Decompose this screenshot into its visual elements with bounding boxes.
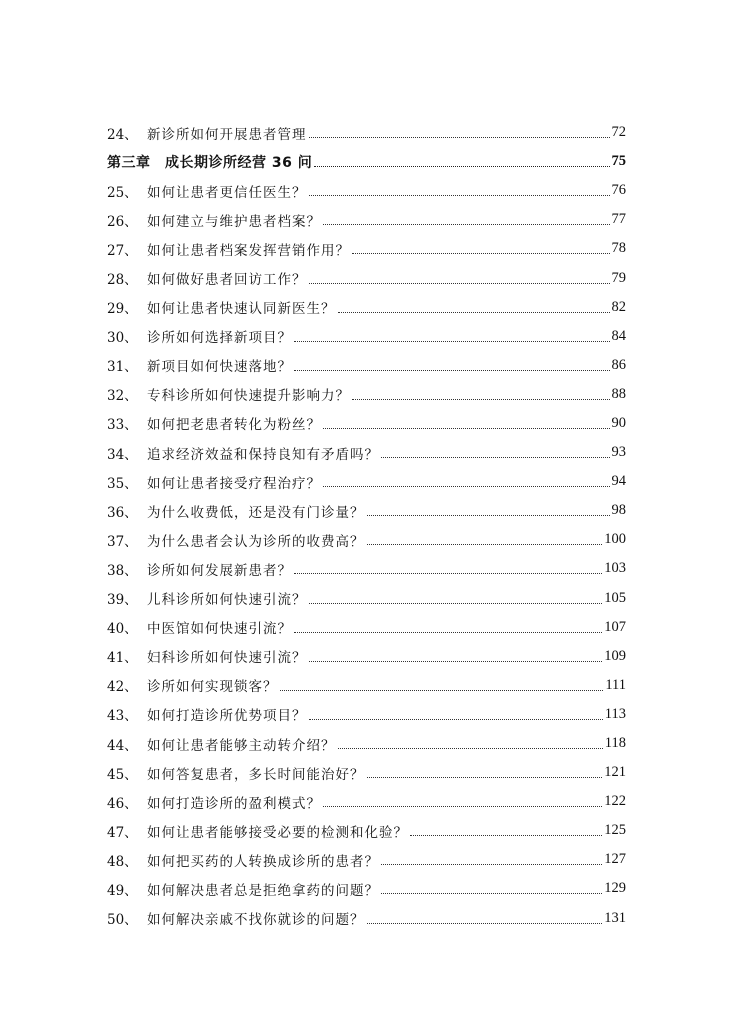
toc-entry-title: 如何把买药的人转换成诊所的患者？	[147, 853, 379, 870]
toc-entry[interactable]	[107, 874, 626, 903]
toc-entry-title: 为什么患者会认为诊所的收费高？	[147, 533, 365, 550]
toc-entry[interactable]	[107, 671, 626, 700]
toc-entry-title: 如何解决亲戚不找你就诊的问题？	[147, 912, 365, 929]
toc-entry-title: 如何让患者档案发挥营销作用？	[147, 242, 350, 259]
toc-entry-title: 儿科诊所如何快速引流？	[147, 592, 307, 609]
toc-entry-title: 如何做好患者回访工作？	[147, 272, 307, 289]
toc-page-number: 122	[604, 793, 626, 810]
table-of-contents	[107, 118, 626, 933]
toc-entry-number: 24、	[107, 126, 138, 143]
toc-page-number: 111	[605, 676, 626, 693]
toc-entry-title: 如何把老患者转化为粉丝？	[147, 417, 321, 434]
toc-entry-title: 如何让患者更信任医生？	[147, 184, 307, 201]
toc-entry-title: 新诊所如何开展患者管理	[147, 126, 307, 143]
toc-entry-title: 专科诊所如何快速提升影响力？	[147, 388, 350, 405]
toc-entry-title: 诊所如何选择新项目？	[147, 330, 292, 347]
dot-leader	[367, 923, 603, 924]
toc-entry-title: 为什么收费低，还是没有门诊量？	[147, 504, 365, 521]
toc-entry-title: 妇科诊所如何快速引流？	[147, 650, 307, 667]
dot-leader	[352, 399, 610, 400]
toc-entry[interactable]	[107, 176, 626, 205]
dot-leader	[323, 806, 602, 807]
toc-page-number: 100	[604, 531, 626, 548]
toc-entry-title: 如何让患者能够接受必要的检测和化验？	[147, 824, 408, 841]
dot-leader	[309, 195, 610, 196]
toc-entry-title: 如何解决患者总是拒绝拿药的问题？	[147, 882, 379, 899]
dot-leader	[381, 864, 602, 865]
dot-leader	[367, 777, 603, 778]
toc-entry-number: 38、	[107, 562, 138, 579]
toc-entry[interactable]	[107, 234, 626, 263]
toc-entry-title: 如何打造诊所的盈利模式？	[147, 795, 321, 812]
toc-entry-number: 48、	[107, 853, 138, 870]
toc-page-number: 90	[611, 414, 626, 431]
toc-entry-number: 43、	[107, 708, 138, 725]
toc-page-number: 113	[604, 705, 626, 722]
dot-leader	[309, 661, 603, 662]
toc-entry-number: 50、	[107, 912, 138, 929]
toc-entry[interactable]	[107, 351, 626, 380]
toc-entry-number: 41、	[107, 650, 138, 667]
toc-page-number: 78	[611, 240, 626, 257]
toc-page-number: 72	[611, 124, 626, 141]
toc-entry[interactable]	[107, 438, 626, 467]
chapter-title: 第三章 成长期诊所经营 36 问	[107, 154, 313, 171]
toc-entry-title: 如何答复患者，多长时间能治好？	[147, 766, 365, 783]
toc-entry[interactable]	[107, 380, 626, 409]
toc-entry-number: 26、	[107, 213, 138, 230]
toc-page-number: 118	[604, 735, 626, 752]
toc-page-number: 105	[604, 589, 626, 606]
toc-entry-number: 25、	[107, 184, 138, 201]
toc-entry[interactable]	[107, 845, 626, 874]
toc-entry[interactable]	[107, 700, 626, 729]
toc-entry[interactable]	[107, 787, 626, 816]
dot-leader	[381, 893, 602, 894]
dot-leader	[309, 283, 610, 284]
toc-entry[interactable]	[107, 205, 626, 234]
toc-entry-title: 诊所如何发展新患者？	[147, 562, 292, 579]
toc-page-number: 88	[611, 385, 626, 402]
toc-entry[interactable]	[107, 613, 626, 642]
toc-entry-number: 47、	[107, 824, 138, 841]
toc-entry-number: 28、	[107, 272, 138, 289]
toc-entry[interactable]	[107, 729, 626, 758]
toc-entry-number: 27、	[107, 242, 138, 259]
toc-entry-number: 46、	[107, 795, 138, 812]
toc-page-number: 131	[604, 909, 626, 926]
toc-page-number: 103	[604, 560, 626, 577]
dot-leader	[410, 835, 602, 836]
toc-entry-title: 如何让患者接受疗程治疗？	[147, 475, 321, 492]
toc-entry[interactable]	[107, 409, 626, 438]
dot-leader	[309, 719, 603, 720]
toc-entry[interactable]	[107, 758, 626, 787]
toc-page-number: 129	[604, 880, 626, 897]
toc-entry-number: 33、	[107, 417, 138, 434]
toc-entry-number: 32、	[107, 388, 138, 405]
dot-leader	[294, 370, 610, 371]
toc-page-number: 79	[611, 269, 626, 286]
toc-entry[interactable]	[107, 525, 626, 554]
toc-page-number: 76	[611, 182, 626, 199]
toc-entry[interactable]	[107, 904, 626, 933]
toc-page-number: 94	[611, 473, 626, 490]
dot-leader	[294, 341, 610, 342]
dot-leader	[338, 312, 610, 313]
toc-page-number: 127	[604, 851, 626, 868]
dot-leader	[309, 603, 603, 604]
toc-page-number: 125	[604, 822, 626, 839]
toc-entry-number: 44、	[107, 737, 138, 754]
dot-leader	[367, 544, 603, 545]
toc-entry-title: 如何让患者能够主动转介绍？	[147, 737, 336, 754]
toc-entry-title: 新项目如何快速落地？	[147, 359, 292, 376]
toc-entry-title: 如何让患者快速认同新医生？	[147, 301, 336, 318]
dot-leader	[323, 486, 610, 487]
toc-entry[interactable]	[107, 816, 626, 845]
dot-leader	[352, 253, 610, 254]
dot-leader	[338, 748, 603, 749]
dot-leader	[381, 457, 610, 458]
toc-entry[interactable]	[107, 293, 626, 322]
toc-page-number: 93	[611, 444, 626, 461]
toc-entry-number: 36、	[107, 504, 138, 521]
dot-leader	[294, 573, 602, 574]
dot-leader	[323, 224, 610, 225]
toc-entry[interactable]	[107, 467, 626, 496]
toc-page-number: 121	[604, 764, 626, 781]
toc-page-number: 107	[604, 618, 626, 635]
dot-leader	[314, 166, 609, 167]
toc-entry-number: 29、	[107, 301, 138, 318]
toc-page-number: 82	[611, 298, 626, 315]
toc-entry-number: 30、	[107, 330, 138, 347]
toc-entry-number: 49、	[107, 882, 138, 899]
toc-entry[interactable]	[107, 118, 626, 147]
toc-entry-title: 诊所如何实现锁客？	[147, 679, 278, 696]
toc-entry-number: 39、	[107, 592, 138, 609]
toc-entry-number: 45、	[107, 766, 138, 783]
toc-entry-number: 34、	[107, 446, 138, 463]
dot-leader	[323, 428, 610, 429]
toc-entry-number: 31、	[107, 359, 138, 376]
toc-entry-number: 35、	[107, 475, 138, 492]
toc-page-number: 84	[611, 327, 626, 344]
toc-entry-number: 37、	[107, 533, 138, 550]
dot-leader	[294, 632, 602, 633]
toc-entry-title: 中医馆如何快速引流？	[147, 621, 292, 638]
toc-entry[interactable]	[107, 584, 626, 613]
toc-entry-title: 如何打造诊所优势项目？	[147, 708, 307, 725]
toc-page-number: 109	[604, 647, 626, 664]
toc-entry[interactable]	[107, 554, 626, 583]
toc-chapter-heading[interactable]	[107, 147, 626, 176]
dot-leader	[367, 515, 610, 516]
toc-page-number: 77	[611, 211, 626, 228]
toc-entry-number: 40、	[107, 621, 138, 638]
dot-leader	[280, 690, 604, 691]
toc-page-number: 98	[611, 502, 626, 519]
toc-entry[interactable]	[107, 496, 626, 525]
toc-entry-title: 如何建立与维护患者档案？	[147, 213, 321, 230]
toc-entry-number: 42、	[107, 679, 138, 696]
toc-entry[interactable]	[107, 642, 626, 671]
toc-entry-title: 追求经济效益和保持良知有矛盾吗？	[147, 446, 379, 463]
toc-page-number: 75	[611, 153, 626, 170]
dot-leader	[309, 137, 610, 138]
toc-entry[interactable]	[107, 263, 626, 292]
toc-entry[interactable]	[107, 322, 626, 351]
toc-page-number: 86	[611, 356, 626, 373]
